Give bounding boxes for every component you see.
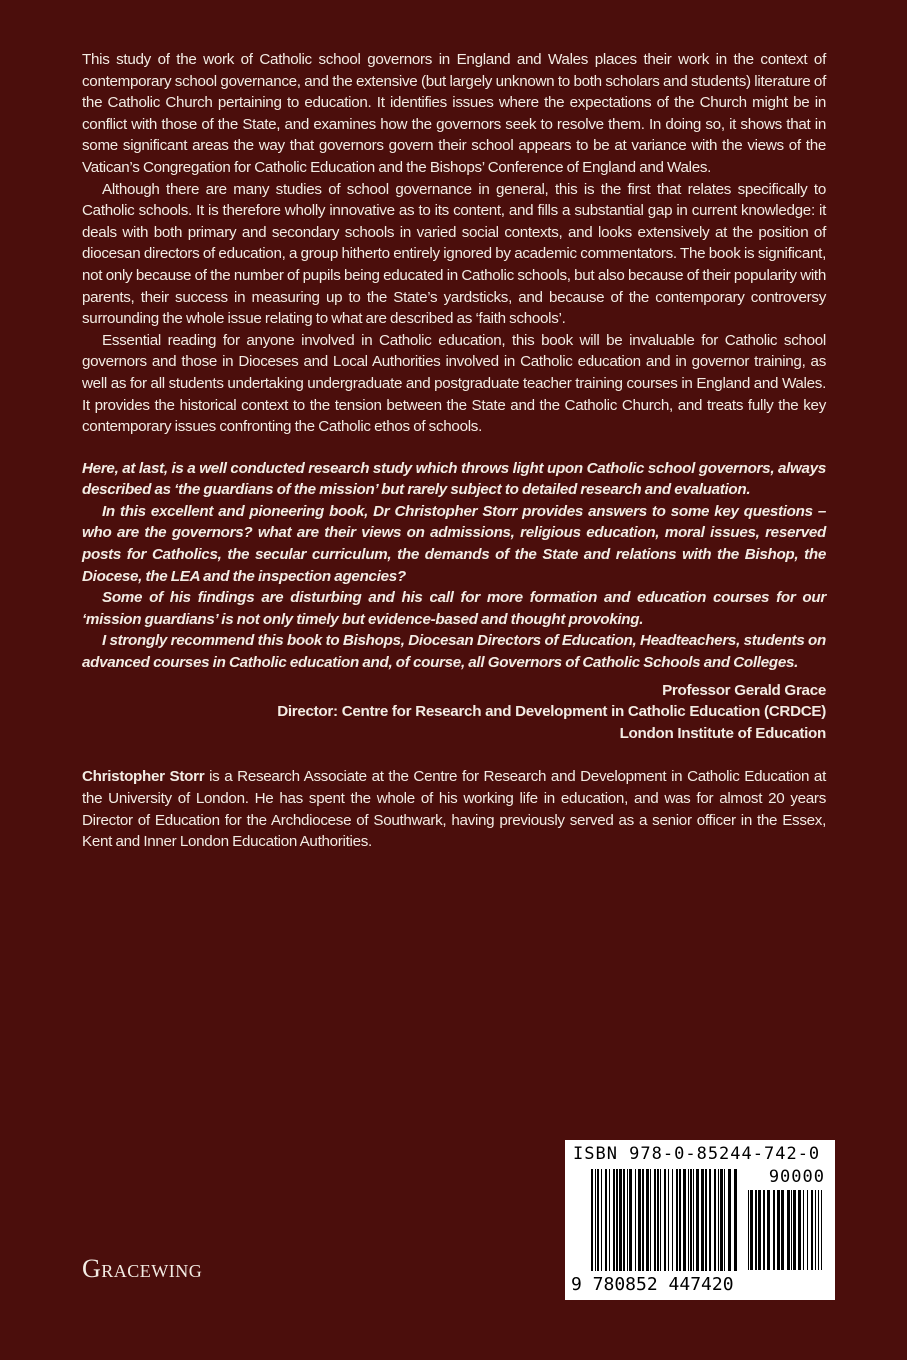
- barcode-bar: [683, 1169, 686, 1271]
- description-paragraph: Essential reading for anyone involved in Catholic education, this book will be invaluable for Catholic school governors and those in Dioceses and Local Authorities involved in Catholic education and in governor training, as well as for all students undertaking undergraduate and postgraduate teacher training courses in England and Wales. It provides the historical context to the tension between the State and the Catholic Church, and treats fully the key contemporary issues confronting the Catholic ethos of schools.: [82, 331, 826, 436]
- barcode-bar: [595, 1169, 596, 1271]
- barcode-bar: [720, 1169, 723, 1271]
- barcode-bar: [679, 1169, 681, 1271]
- addon-barcode-bars: [748, 1190, 826, 1270]
- barcode-bar: [664, 1169, 666, 1271]
- barcode-bar: [613, 1169, 615, 1271]
- barcode-bar: [627, 1169, 628, 1271]
- review-paragraph: In this excellent and pioneering book, Dr Christopher Storr provides answers to some key questions – who are the governors? what are their views on admissions, religious education, moral issues, reserved posts for Catholics, the secular curriculum, the demands of the State and relations with the Bishop, the Diocese, the LEA and the inspection agencies?: [82, 502, 826, 585]
- barcode-bar: [793, 1190, 796, 1270]
- barcode-bar: [811, 1190, 813, 1270]
- review-quote: [82, 458, 826, 674]
- barcode-bar: [798, 1190, 801, 1270]
- barcode-bar: [815, 1190, 816, 1270]
- barcode-bar: [690, 1169, 692, 1271]
- barcode-bar: [688, 1169, 689, 1271]
- barcode-bar: [807, 1190, 808, 1270]
- barcode-bar: [591, 1169, 593, 1271]
- barcode-bar: [705, 1169, 707, 1271]
- barcode-bar: [696, 1169, 699, 1271]
- barcode-bar: [718, 1169, 719, 1271]
- barcode-bar: [616, 1169, 618, 1271]
- barcode-bar: [601, 1169, 602, 1271]
- cover-footer: [82, 1116, 835, 1300]
- barcode-bar: [781, 1190, 784, 1270]
- reviewer-role: Director: Centre for Research and Development in Catholic Education (CRDCE): [277, 703, 826, 721]
- ean-digits: 9 780852 447420: [571, 1274, 734, 1295]
- barcode-bar: [693, 1169, 694, 1271]
- barcode-bar: [728, 1169, 731, 1271]
- barcode-bar: [818, 1190, 819, 1270]
- review-paragraph: Here, at last, is a well conducted research study which throws light upon Catholic school governors, always described as ‘the guardians of the mission’ but rarely subject to detailed research and evaluation.: [82, 459, 826, 499]
- barcode-bar: [638, 1169, 641, 1271]
- author-name: Christopher Storr: [82, 768, 205, 786]
- barcode-bar: [787, 1190, 790, 1270]
- barcode-bar: [654, 1169, 656, 1271]
- isbn-label: ISBN 978-0-85244-742-0: [573, 1144, 821, 1164]
- barcode-bar: [605, 1169, 607, 1271]
- barcode-bar: [642, 1169, 644, 1271]
- barcode-bar: [748, 1190, 749, 1270]
- barcode-bar: [619, 1169, 622, 1271]
- barcode-bar: [821, 1190, 822, 1270]
- barcode-bar: [635, 1169, 636, 1271]
- barcode-bar: [714, 1169, 716, 1271]
- review-paragraph: I strongly recommend this book to Bishops, Diocesan Directors of Education, Headteachers, students on advanced courses in Catholic education and, of course, all Governors of Catholic Schools and Colleges.: [82, 632, 826, 672]
- barcode-bar: [672, 1169, 673, 1271]
- barcode-bar: [660, 1169, 661, 1271]
- barcode-bar: [755, 1190, 757, 1270]
- barcode-bar: [597, 1169, 599, 1271]
- barcode-bar: [763, 1190, 765, 1270]
- reviewer-name: Professor Gerald Grace: [662, 681, 826, 699]
- barcode-bar: [701, 1169, 704, 1271]
- description-paragraph: This study of the work of Catholic school governors in England and Wales places their work in the context of contemporary school governance, and the extensive (but largely unknown to both scholars and students) literature of the Catholic Church pertaining to education. It identifies issues where the expectations of the Church might be in conflict with those of the State, and examines how the governors seek to resolve them. In doing so, it shows that in some significant areas the way that governors govern their school appears to be at variance with the views of the Vatican’s Congregation for Catholic Education and the Bishops’ Conference of England and Wales.: [82, 51, 826, 176]
- barcode-bar: [629, 1169, 632, 1271]
- barcode-bar: [791, 1190, 792, 1270]
- barcode-bar: [750, 1190, 753, 1270]
- barcode-bar: [724, 1169, 725, 1271]
- barcode-bar: [734, 1169, 737, 1271]
- author-bio: [82, 766, 826, 852]
- barcode-bar: [650, 1169, 651, 1271]
- description-paragraph: Although there are many studies of school governance in general, this is the first that relates specifically to Catholic schools. It is therefore wholly innovative as to its content, and fills a substantial gap in current knowledge: it deals with both primary and secondary schools in varied social contexts, and looks extensively at the position of diocesan directors of education, a group hitherto entirely ignored by academic commentators. The book is significant, not only because of the number of pupils being educated in Catholic schools, but also because of their popularity with parents, their success in measuring up to the State’s yardsticks, and because of the contemporary controversy surrounding the whole issue relating to what are described as ‘faith schools’.: [82, 180, 826, 328]
- barcode-bar: [767, 1190, 770, 1270]
- barcode-bar: [657, 1169, 659, 1271]
- barcode-bar: [676, 1169, 678, 1271]
- price-addon: 90000: [768, 1167, 825, 1187]
- description: [82, 49, 826, 438]
- isbn-barcode: [565, 1140, 835, 1300]
- review-attribution: [82, 680, 826, 745]
- barcode-bar: [709, 1169, 711, 1271]
- barcode-bar: [623, 1169, 625, 1271]
- reviewer-institution: London Institute of Education: [619, 724, 826, 742]
- barcode-bar: [803, 1190, 804, 1270]
- barcode-bar: [609, 1169, 610, 1271]
- barcode-bar: [646, 1169, 649, 1271]
- barcode-bars: [591, 1169, 741, 1271]
- bio-text: is a Research Associate at the Centre for Research and Development in Catholic Education at the University of London. He has spent the whole of his working life in education, and was for almost 20 years Director of Education for the Archdiocese of Southwark, having previously served as a senior officer in the Essex, Kent and Inner London Education Authorities.: [82, 768, 826, 851]
- barcode-bar: [758, 1190, 761, 1270]
- barcode-bar: [773, 1190, 775, 1270]
- barcode-bar: [777, 1190, 780, 1270]
- review-paragraph: Some of his findings are disturbing and his call for more formation and education courses for our ‘mission guardians’ is not only timely but evidence-based and thought provoking.: [82, 589, 826, 628]
- barcode-bar: [668, 1169, 669, 1271]
- publisher-logo: Gracewing: [82, 1254, 203, 1283]
